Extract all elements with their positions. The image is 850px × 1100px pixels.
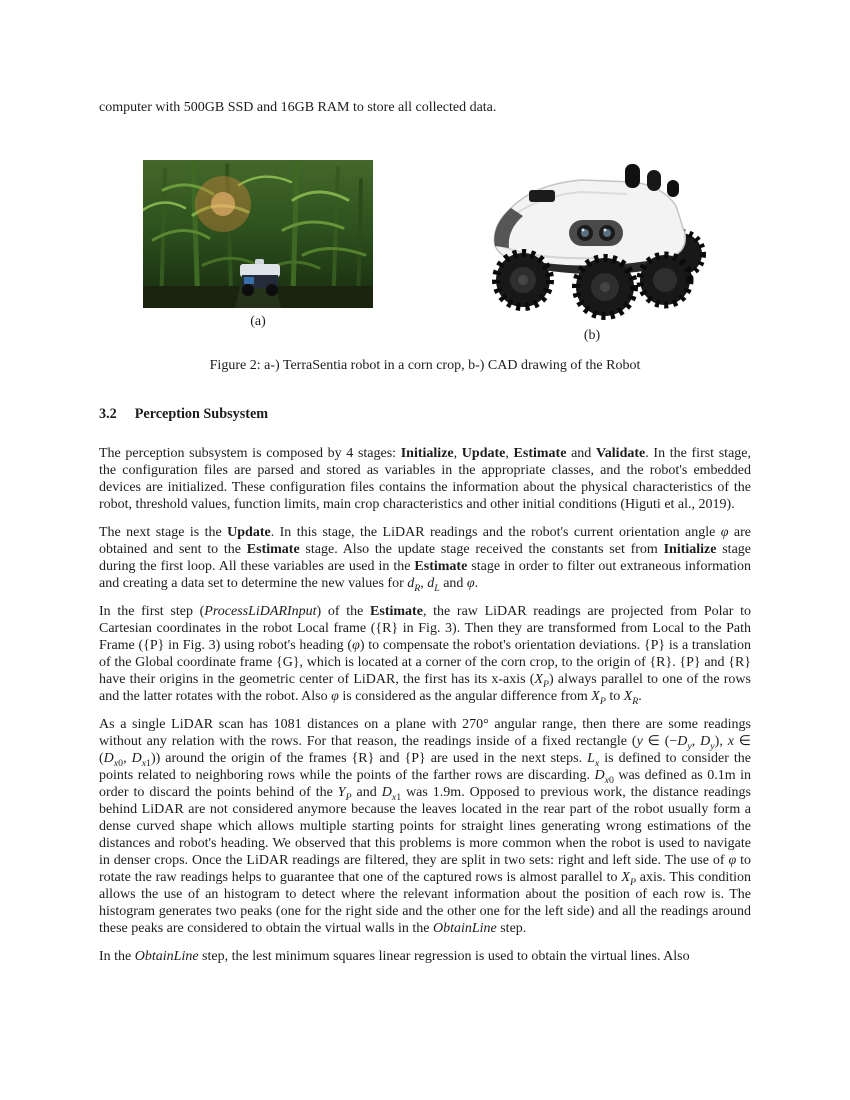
section-body [99,445,751,965]
robot-cad-drawing [477,150,707,322]
subfigure-a-label: (a) [250,314,266,329]
paragraph-2: The next stage is the Update. In this stage, the LiDAR readings and the robot's current orientation angle φ are obtained and sent to the Estimate stage. Also the update stage received the constants set from Initialize stage during the first loop. All these variables are used in the Estimate stage in order to filter out extraneous information and creating a data set to determine the new values for $d_R$, $d_L$ and φ. [99,525,752,594]
intro-line: computer with 500GB SSD and 16GB RAM to store all collected data. [99,100,497,115]
figure-caption: Figure 2: a-) TerraSentia robot in a corn crop, b-) CAD drawing of the Robot [209,358,641,373]
figure-2 [99,150,751,344]
section-number: 3.2 [99,406,117,422]
corn-crop-photo [143,160,373,308]
paragraph-3: In the first step (ProcessLiDARInput) of the Estimate, the raw LiDAR readings are projected from Polar to Cartesian coordinates in the robot Local frame ({R} in Fig. 3). Then they are transformed from Local to the Path Frame ({P} in Fig. 3) using robot's heading (φ) to compensate the robot's orientation deviations. {P} is a translation of the Global coordinate frame {G}, which is located at a corner of the corn crop, to the origin of {R}. {P} and {R} have their origins in the geometric center of LiDAR, the first has its x-axis $(X_P)$ always parallel to one of the rows and the latter rotates with the robot. Also φ is considered as the angular difference from $X_P$ to $X_R$. [99,604,751,707]
sun-flare-core [211,192,235,216]
page-content [99,99,751,976]
section-title: Perception Subsystem [134,406,269,422]
robot-camera-module [569,220,623,246]
section-heading [99,406,751,423]
paragraph-5: In the ObtainLine step, the lest minimum squares linear regression is used to obtain the virtual lines. Also [99,949,690,964]
subfigure-b [477,150,707,344]
subfigure-b-label: (b) [583,328,601,343]
paragraph-1: The perception subsystem is composed by 4 stages: Initialize, Update, Estimate and Validate. In the first stage, the configuration files are parsed and stored as variables in the appropriate classes, and the robot's embedded devices are initialized. These configuration files contains the information about the physical characteristics of the robot, threshold values, function limits, main crop characteristics and other initial conditions (Higuti et al., 2019). [99,446,751,512]
paragraph-4: As a single LiDAR scan has 1081 distances on a plane with 270° angular range, then there are some readings without any relation with the rows. For that reason, the readings inside of a fixed rectangle (y ∈ ($-D_y$, $D_y$), x ∈ ($D_{x0}$, $D_{x1}$)) around the origin of the frames {R} and {P} are used in the next steps. $L_x$ is defined to consider the points related to neighboring rows while the points of the farther rows are discarding. $D_{x0}$ was defined as 0.1m in order to discard the points behind of the $Y_P$ and $D_{x1}$ was 1.9m. Opposed to previous work, the distance readings behind LiDAR are not considered anymore because the leaves located in the rear part of the robot usually form a dense curved shape which allows multiple starting points for straight lines generating wrong estimations of the distances and robot's heading. We observed that this problems is more common when the robot is used to navigate in denser crops. Once the LiDAR readings are filtered, they are split in two sets: right and left side. The use of φ to rotate the raw readings helps to guarantee that one of the captured rows is almost parallel to $X_P$ axis. This condition allows the use of an histogram to detect where the relevant information about the position of each row is. The histogram generates two peaks (one for the right side and the other one for the left side) and all the readings around these peaks are considered to obtain the virtual walls in the ObtainLine step. [99,717,752,936]
subfigure-a [143,160,373,330]
